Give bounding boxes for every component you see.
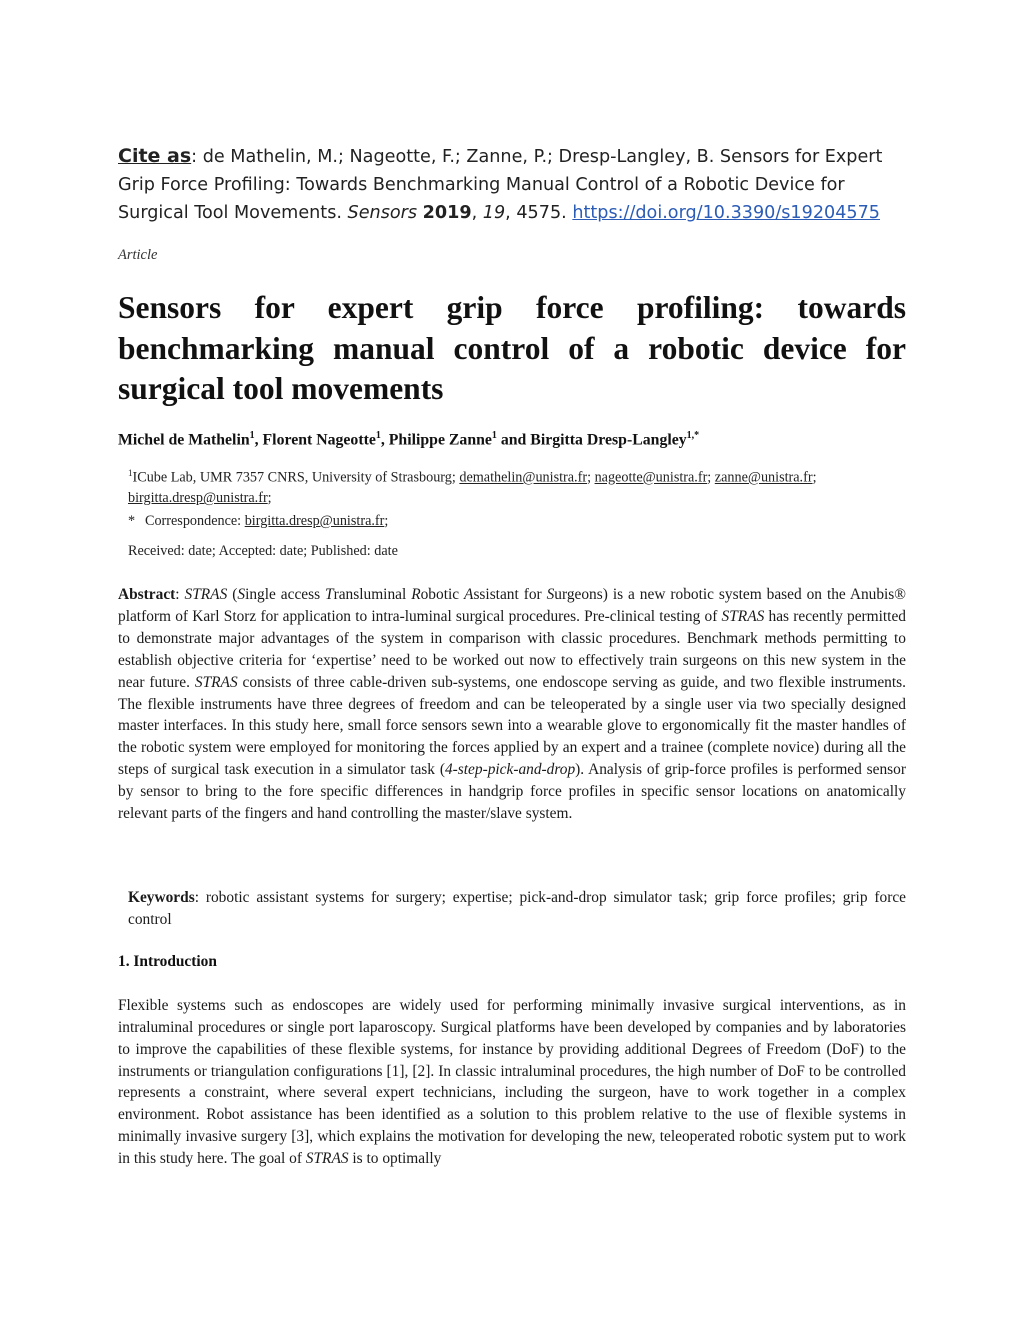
introduction-paragraph	[118, 995, 906, 1170]
abstract: Abstract: STRAS (Single access Transluminal Robotic Assistant for Surgeons) is a new robotic system based on the Anubis® platform of Karl Storz for application to intra-luminal surgical procedures. Pre-clinical testing of STRAS has recently permitted to demonstrate major advantages of the system in comparison with classic procedures. Benchmark methods permitting to establish objective criteria for ‘expertise’ need to be worked out now to effectively train surgeons on this new system in the near future. STRAS consists of three cable-driven sub-systems, one endoscope serving as guide, and two flexible instruments. The flexible instruments have three degrees of freedom and can be teleoperated by a single user via two specially designed master interfaces. In this study here, small force sensors sewn into a wearable glove to ergonomically fit the master handles of the robotic system were employed for monitoring the forces applied by an expert and a trainee (complete novice) during all the steps of surgical task execution in a simulator task (4-step-pick-and-drop). Analysis of grip-force profiles is performed sensor by sensor to bring to the fore specific differences in handgrip force profiles in specific sensor locations on anatomically relevant parts of the fingers and hand controlling the master/slave system.	[118, 586, 906, 823]
author-name: Birgitta Dresp-Langley	[530, 431, 687, 449]
acronym-part: ransluminal	[333, 586, 412, 603]
keywords-label: Keywords	[128, 889, 195, 906]
abstract-label: Abstract	[118, 586, 176, 603]
acronym-part: ingle access	[245, 586, 326, 603]
stras-term: STRAS	[721, 607, 765, 625]
author-affiliation-mark: 1	[491, 430, 497, 441]
affiliation: $^1$ICube Lab, UMR 7357 CNRS, University of Strasbourg; demathelin@unistra.fr; nageotte@unistra.fr; zanne@unistra.fr; birgitta.dresp@unistra.fr;	[128, 468, 817, 507]
author-separator: ,	[380, 431, 389, 449]
correspondence-star: *	[128, 513, 136, 529]
email-link[interactable]: demathelin@unistra.fr	[459, 469, 588, 486]
author-separator: and	[496, 431, 531, 449]
doi-link[interactable]: https://doi.org/10.3390/s19204575	[572, 203, 880, 223]
citation-text: de Mathelin, M.; Nageotte, F.; Zanne, P.; Dresp-Langley, B. Sensors for Expert Grip Force Profiling: Towards Benchmarking Manual Control of a Robotic Device for Surgical Tool Movements.	[118, 147, 883, 223]
citation-pages: 4575	[516, 203, 562, 223]
abstract-text: ) is a new robotic system based on the Anubis® platform of Karl Storz for application to intra-luminal surgical procedures. Pre-clinical testing of	[118, 586, 906, 625]
publication-dates: Received: date; Accepted: date; Published: date	[128, 543, 398, 559]
affiliation-mark: 1	[128, 468, 133, 478]
task-name: 4-step-pick-and-drop	[444, 761, 576, 779]
author-affiliation-mark: 1	[249, 430, 255, 441]
paper-title: Sensors for expert grip force profiling: towards benchmarking manual control of a robotic device for surgical tool movements	[118, 290, 906, 406]
citation: Cite as: de Mathelin, M.; Nageotte, F.; Zanne, P.; Dresp-Langley, B. Sensors for Expert Grip Force Profiling: Towards Benchmarking Manual Control of a Robotic Device for Surgical Tool Movements. Sensors 2019, 19, 4575. https://doi.org/10.3390/s19204575	[118, 145, 883, 223]
abstract-text: consists of three cable-driven sub-systems, one endoscope serving as guide, and two flexible instruments. The flexible instruments have three degrees of freedom and can be teleoperated by a single user via two specially designed master interfaces. In this study here, small force sensors sewn into a wearable glove to ergonomically fit the master handles of the robotic system were employed for monitoring the forces applied by an expert and a trainee (complete novice) during all the steps of surgical task execution in a simulator task (	[118, 673, 906, 779]
stras-term: STRAS	[305, 1149, 349, 1167]
correspondence-email[interactable]: birgitta.dresp@unistra.fr	[244, 513, 385, 529]
stras-term: STRAS	[184, 586, 228, 603]
author-name: Michel de Mathelin	[118, 431, 250, 449]
introduction-text: Flexible systems such as endoscopes are widely used for performing minimally invasive surgical interventions, as in intraluminal procedures or single port laparoscopy. Surgical platforms have been developed by companies and by laboratories to improve the capabilities of these flexible systems, for instance by providing additional Degrees of Freedom (DoF) to the instruments or triangulation configurations [1], [2]. In classic intraluminal procedures, the high number of DoF to be controlled represents a constraint, where several expert technicians, including the surgeon, have to work together in a complex environment. Robot assistance has been identified as a solution to this problem relative to the use of flexible systems in minimally invasive surgery [3], which explains the motivation for developing the new, teleoperated robotic system put to work in this study here. The goal of	[118, 997, 906, 1167]
keywords-text: robotic assistant systems for surgery; expertise; pick-and-drop simulator task; grip force profiles; grip force control	[128, 889, 907, 928]
citation-volume: 19	[482, 203, 506, 223]
email-link[interactable]: nageotte@unistra.fr	[594, 469, 708, 486]
author-affiliation-mark: 1,*	[686, 430, 700, 441]
citation-year: 2019	[422, 203, 472, 223]
cite-colon: :	[191, 147, 198, 167]
acronym-part: obotic	[420, 586, 465, 603]
author-list	[118, 430, 908, 449]
author-separator: ,	[254, 431, 263, 449]
abstract-text: has recently permitted to demonstrate major advantages of the system in comparison with classic procedures. Benchmark methods permitting to establish objective criteria for ‘expertise’ need to be worked out now to effectively train surgeons on this new system in the near future.	[118, 607, 906, 691]
acronym-part: ssistant for	[473, 586, 547, 603]
cite-as-label: Cite as	[118, 145, 192, 167]
author-name: Philippe Zanne	[388, 431, 492, 449]
acronym-letter: T	[325, 586, 334, 603]
keywords: Keywords: robotic assistant systems for surgery; expertise; pick-and-drop simulator task; grip force profiles; grip force control	[128, 889, 907, 928]
section-heading-introduction: 1. Introduction	[118, 953, 217, 970]
acronym-open: (	[227, 586, 238, 603]
author-name: Florent Nageotte	[262, 431, 376, 449]
affiliation-text: ICube Lab, UMR 7357 CNRS, University of Strasbourg;	[132, 469, 460, 486]
acronym-letter: A	[464, 586, 474, 603]
acronym-letter: R	[411, 586, 421, 603]
author-affiliation-mark: 1	[375, 430, 381, 441]
acronym-part: urgeons	[554, 586, 603, 603]
correspondence-label: Correspondence:	[145, 513, 245, 529]
correspondence: * Correspondence: birgitta.dresp@unistra.fr;	[128, 513, 389, 529]
abstract-text: ). Analysis of grip-force profiles is performed sensor by sensor to bring to the fore specific differences in handgrip force profiles in specific sensor locations on anatomically relevant parts of the fingers and hand controlling the master/slave system.	[118, 761, 906, 823]
article-type: Article	[118, 247, 158, 263]
email-link[interactable]: zanne@unistra.fr	[714, 469, 813, 486]
email-link[interactable]: birgitta.dresp@unistra.fr	[128, 490, 268, 507]
introduction-text: is to optimally	[348, 1149, 442, 1167]
stras-term: STRAS	[194, 673, 238, 691]
citation-journal: Sensors	[347, 203, 418, 223]
acronym-letter: S	[546, 586, 555, 603]
acronym-letter: S	[237, 586, 246, 603]
